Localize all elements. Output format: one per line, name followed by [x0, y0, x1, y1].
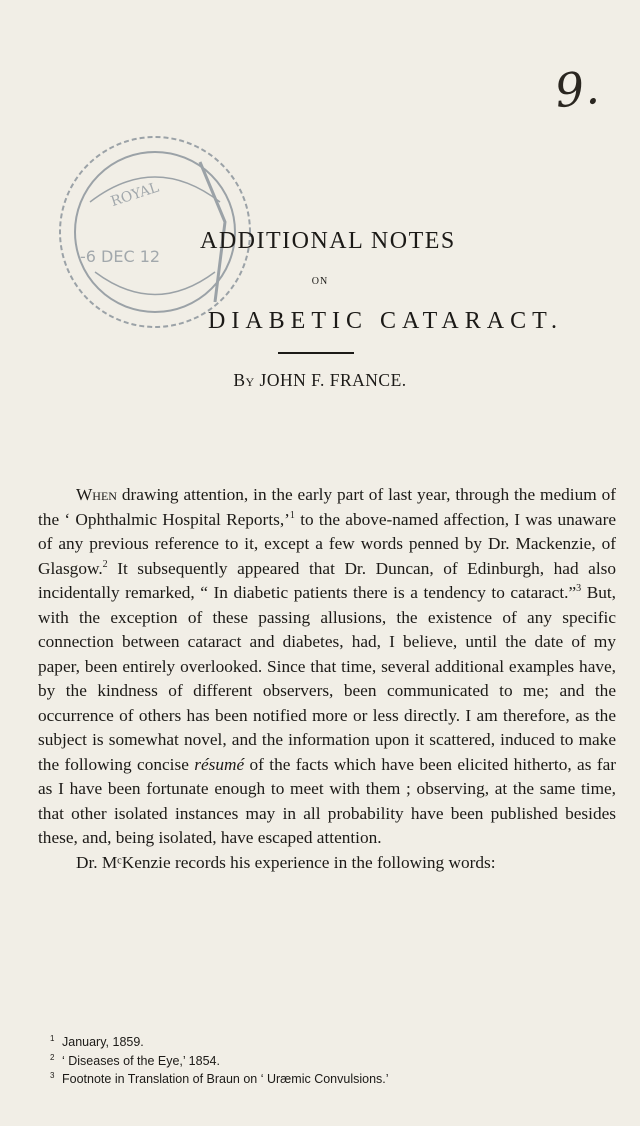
svg-text:ROYAL: ROYAL	[108, 179, 161, 211]
byline-prefix: By	[233, 370, 255, 390]
footnote-ref-3: 3	[576, 583, 582, 595]
title-line-1: ADDITIONAL NOTES	[200, 228, 456, 254]
title-rule	[278, 352, 354, 354]
footnote: 1 January, 1859.	[50, 1034, 144, 1049]
footnote: 2 ‘ Diseases of the Eye,’ 1854.	[50, 1052, 220, 1068]
paragraph-2: Dr. MᶜKenzie records his experience in the following words:	[76, 852, 496, 872]
lead-word: When	[76, 485, 117, 504]
byline	[0, 370, 640, 391]
footnotes	[50, 1033, 610, 1089]
italic-resume: résumé	[194, 754, 245, 774]
title-on: ON	[311, 276, 329, 287]
footnote-ref-2: 2	[102, 558, 108, 570]
paragraph-1: When drawing attention, in the early part of last year, through the medium of the ‘ Ophthalmic Hospital Reports,’$^1$ to the above-named affection, I was unaware of any previous reference to it, except a few words penned by Dr. Mackenzie, of Glasgow.$^2$ It subsequently appeared that Dr. Duncan, of Edinburgh, had also incidentally remarked, “ In diabetic patients there is a tendency to cataract.”$^3$ But, with the exception of these passing allusions, the existence of any specific connection between cataract and diabetes, had, I believe, until the date of my paper, been entirely overlooked. Since that time, several additional examples have, by the kindness of different observers, been communicated to me; and the occurrence of others has been notified more or less directly. I am therefore, as the subject is somewhat novel, and the information upon it scattered, induced to make the following concise résumé of the facts which have been elicited hitherto, as far as I have been fortunate enough to meet with them ; observing, at the same time, that other isolated instances may in all probability have been published besides these, and, being isolated, have escaped attention.	[38, 485, 617, 847]
body-text	[38, 483, 616, 875]
svg-text:-6 DEC 12: -6 DEC 12	[80, 247, 161, 266]
footnote-ref-1: 1	[289, 509, 295, 521]
title-line-2: DIABETIC CATARACT.	[208, 308, 563, 334]
handwritten-page-number: 9.	[552, 59, 602, 119]
footnote: 3 Footnote in Translation of Braun on ‘ Uræmic Convulsions.’	[50, 1071, 389, 1086]
author-name: JOHN F. FRANCE.	[259, 370, 407, 390]
